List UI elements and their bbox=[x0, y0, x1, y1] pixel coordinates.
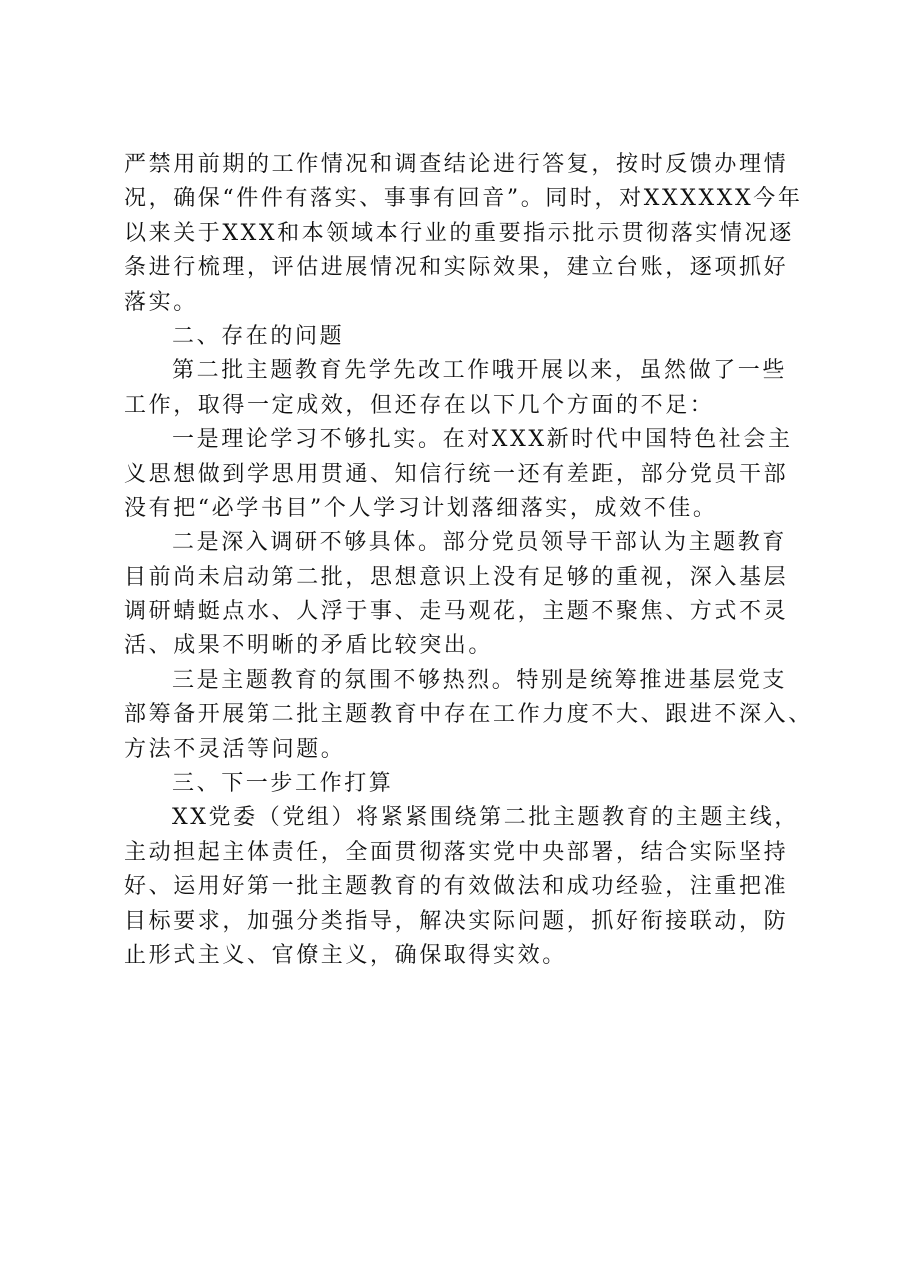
paragraph-start: 第二批主题教育先学先改工作哦开展以来，虽然做了一些 bbox=[172, 358, 788, 384]
text-line: 调研蜻蜓点水、人浮于事、走马观花，主题不聚焦、方式不灵 bbox=[124, 599, 789, 625]
text-line: 落实。 bbox=[124, 289, 198, 315]
text-line: 活、成果不明晰的矛盾比较突出。 bbox=[124, 633, 494, 659]
text-line: 主动担起主体责任，全面贯彻落实党中央部署，结合实际坚持 bbox=[124, 839, 789, 865]
text-line: 工作，取得一定成效，但还存在以下几个方面的不足： bbox=[124, 392, 715, 418]
paragraph-start: 二是深入调研不够具体。部分党员领导干部认为主题教育 bbox=[172, 530, 788, 556]
paragraph-start: XX党委（党组）将紧紧围绕第二批主题教育的主题主线， bbox=[172, 805, 799, 831]
section-heading: 二、存在的问题 bbox=[172, 323, 345, 349]
text-line: 严禁用前期的工作情况和调查结论进行答复，按时反馈办理情 bbox=[124, 152, 789, 177]
text-line: 目前尚未启动第二批，思想意识上没有足够的重视，深入基层 bbox=[124, 564, 789, 590]
text-line: 以来关于XXX和本领域本行业的重要指示批示贯彻落实情况逐 bbox=[124, 220, 794, 246]
text-line: 好、运用好第一批主题教育的有效做法和成功经验，注重把准 bbox=[124, 874, 789, 900]
text-line: 部筹备开展第二批主题教育中存在工作力度不大、跟进不深入、 bbox=[124, 702, 813, 728]
text-line: 方法不灵活等问题。 bbox=[124, 736, 346, 762]
text-line: 没有把“必学书目”个人学习计划落细落实，成效不佳。 bbox=[124, 495, 718, 521]
text-line: 目标要求，加强分类指导，解决实际问题，抓好衔接联动，防 bbox=[124, 908, 789, 934]
paragraph-start: 三是主题教育的氛围不够热烈。特别是统筹推进基层党支 bbox=[172, 667, 788, 693]
document-page bbox=[124, 148, 813, 973]
paragraph-start: 一是理论学习不够扎实。在对XXX新时代中国特色社会主 bbox=[172, 427, 793, 453]
text-line: 况，确保“件件有落实、事事有回音”。同时，对XXXXXX今年 bbox=[124, 186, 803, 212]
section-heading: 三、下一步工作打算 bbox=[172, 771, 394, 797]
text-line: 义思想做到学思用贯通、知信行统一还有差距，部分党员干部 bbox=[124, 461, 789, 487]
text-line: 止形式主义、官僚主义，确保取得实效。 bbox=[124, 942, 567, 968]
text-line: 条进行梳理，评估进展情况和实际效果，建立台账，逐项抓好 bbox=[124, 255, 789, 281]
